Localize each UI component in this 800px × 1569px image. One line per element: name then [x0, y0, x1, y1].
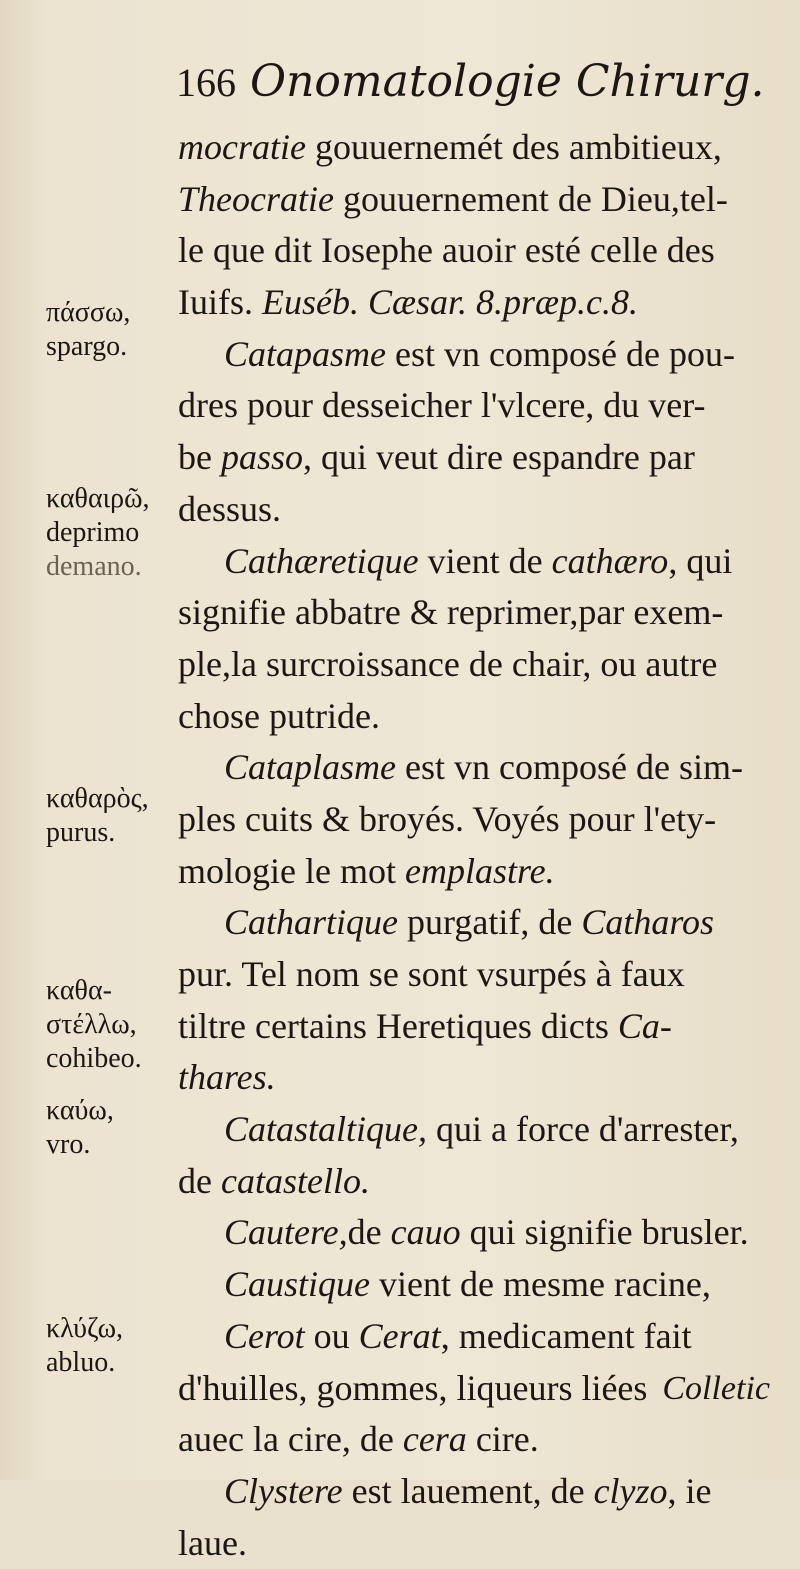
- italic-term: Catastaltique,: [224, 1109, 428, 1150]
- text-run: dessus.: [178, 488, 282, 529]
- text-line: [178, 1518, 778, 1569]
- italic-term: cauo: [390, 1212, 461, 1253]
- text-line: [178, 1259, 778, 1311]
- margin-note-line: cohibeo.: [46, 1043, 142, 1074]
- text-run: vient de: [418, 540, 552, 581]
- text-run: vient de mesme racine,: [370, 1264, 711, 1305]
- text-line: [178, 1466, 778, 1518]
- text-line: [178, 587, 778, 639]
- italic-term: passo: [220, 437, 304, 478]
- margin-note-line: deprimo: [46, 517, 140, 548]
- text-run: de: [178, 1160, 221, 1201]
- text-run: chose putride.: [178, 695, 380, 736]
- text-run: de: [347, 1212, 391, 1253]
- body-text: [178, 122, 778, 1569]
- italic-term: Cataplasme: [224, 747, 397, 788]
- text-line: [178, 225, 778, 277]
- italic-term: emplastre.: [404, 850, 555, 891]
- italic-term: Cerat: [358, 1315, 441, 1356]
- italic-term: mocratie: [178, 127, 306, 167]
- text-line: [178, 1156, 778, 1208]
- text-line: [178, 846, 778, 898]
- text-run: purgatif, de: [398, 902, 582, 943]
- italic-term: Ca-: [617, 1005, 672, 1046]
- margin-note: [46, 1312, 176, 1380]
- margin-note-line: πάσσω,: [46, 297, 131, 328]
- running-title: Onomatologie Chirurg.: [250, 56, 765, 107]
- text-run: qui a force d'arrester,: [427, 1109, 739, 1150]
- text-run: gouuernement de Dieu,tel-: [333, 178, 728, 219]
- margin-note-line: abluo.: [46, 1347, 116, 1378]
- margin-note-line: καύω,: [46, 1095, 114, 1126]
- margin-note-line: demano.: [46, 551, 142, 582]
- margin-note-line: καθαιρῶ,: [46, 483, 150, 514]
- text-run: d'huilles, gommes, liqueurs liées: [178, 1367, 648, 1408]
- margin-note-line: καθαρὸς,: [46, 783, 149, 814]
- italic-term: Cathæretique: [224, 540, 419, 581]
- text-line: [178, 897, 778, 949]
- text-line: [178, 1001, 778, 1053]
- text-line: [178, 277, 778, 329]
- text-run: ple,la surcroissance de chair, ou autre: [178, 643, 718, 684]
- margin-note: [46, 482, 176, 584]
- text-run: , ie: [667, 1470, 712, 1511]
- text-run: Iuifs.: [178, 282, 262, 323]
- page-header: [176, 56, 765, 107]
- text-run: est lauement, de: [342, 1470, 594, 1511]
- text-run: ples cuits & broyés. Voyés pour l'ety-: [178, 798, 717, 839]
- margin-note-line: spargo.: [46, 331, 128, 362]
- text-line: [178, 742, 778, 794]
- text-line: [178, 794, 778, 846]
- italic-term: Caustique: [224, 1264, 371, 1305]
- italic-term: Cautere,: [224, 1212, 348, 1253]
- margin-note: [46, 296, 176, 364]
- text-run: , qui: [668, 540, 733, 581]
- text-run: pur. Tel nom se sont vsurpés à faux: [178, 954, 685, 994]
- text-run: laue.: [178, 1522, 247, 1563]
- italic-term: thares.: [178, 1057, 276, 1098]
- italic-term: Catharos: [581, 902, 715, 943]
- text-line: [178, 122, 778, 174]
- catchword: Colletic: [662, 1370, 770, 1407]
- text-line: [178, 432, 778, 484]
- page-number: 166: [176, 60, 236, 105]
- text-line: [178, 329, 778, 381]
- margin-note-line: purus.: [46, 817, 116, 848]
- text-run: mologie le mot: [178, 850, 405, 891]
- margin-note-line: καθα-: [46, 975, 112, 1006]
- text-run: , qui veut dire espandre par: [303, 437, 695, 478]
- margin-note: [46, 974, 176, 1076]
- text-run: auec la cire, de: [178, 1419, 403, 1460]
- italic-term: Cerot: [224, 1315, 305, 1356]
- text-run: est vn composé de pou-: [386, 333, 735, 374]
- italic-term: clyzo: [593, 1470, 668, 1511]
- text-line: [178, 1104, 778, 1156]
- margin-note-line: κλύζω,: [46, 1313, 124, 1344]
- text-run: signifie abbatre & reprimer,par exem-: [178, 592, 724, 633]
- text-run: qui signifie brusler.: [460, 1212, 749, 1253]
- text-line: [178, 484, 778, 536]
- text-run: , medicament fait: [440, 1315, 692, 1356]
- text-line: [178, 174, 778, 226]
- italic-term: cera: [402, 1419, 467, 1460]
- text-run: tiltre certains Heretiques dicts: [178, 1005, 618, 1046]
- text-run: ou: [304, 1315, 359, 1356]
- italic-term: Catapasme: [224, 333, 386, 374]
- text-line: [178, 1311, 778, 1363]
- text-line: [178, 691, 778, 743]
- italic-term: catastello.: [220, 1160, 370, 1201]
- margin-note: [46, 1094, 176, 1162]
- text-line: [178, 1414, 778, 1466]
- italic-term: cathæro: [551, 540, 669, 581]
- margin-note-line: στέλλω,: [46, 1009, 137, 1040]
- text-run: est vn composé de sim-: [396, 747, 743, 788]
- italic-term: Clystere: [224, 1470, 343, 1511]
- text-line: [178, 1207, 778, 1259]
- text-run: cire.: [466, 1419, 539, 1460]
- text-line: [178, 639, 778, 691]
- text-run: be: [178, 437, 221, 478]
- margin-note-line: vro.: [46, 1129, 91, 1160]
- text-run: dres pour desseicher l'vlcere, du ver-: [178, 385, 706, 426]
- text-line: [178, 536, 778, 588]
- text-line: [178, 380, 778, 432]
- text-run: le que dit Iosephe auoir esté celle des: [178, 230, 715, 271]
- italic-term: Cathartique: [224, 902, 399, 943]
- text-line: [178, 949, 778, 1001]
- text-run: gouuernemét des ambitieux,: [305, 127, 722, 167]
- italic-term: Theocratie: [178, 178, 334, 219]
- margin-note: [46, 782, 176, 850]
- italic-term: Euséb. Cæsar. 8.præp.c.8.: [262, 282, 639, 323]
- text-line: [178, 1052, 778, 1104]
